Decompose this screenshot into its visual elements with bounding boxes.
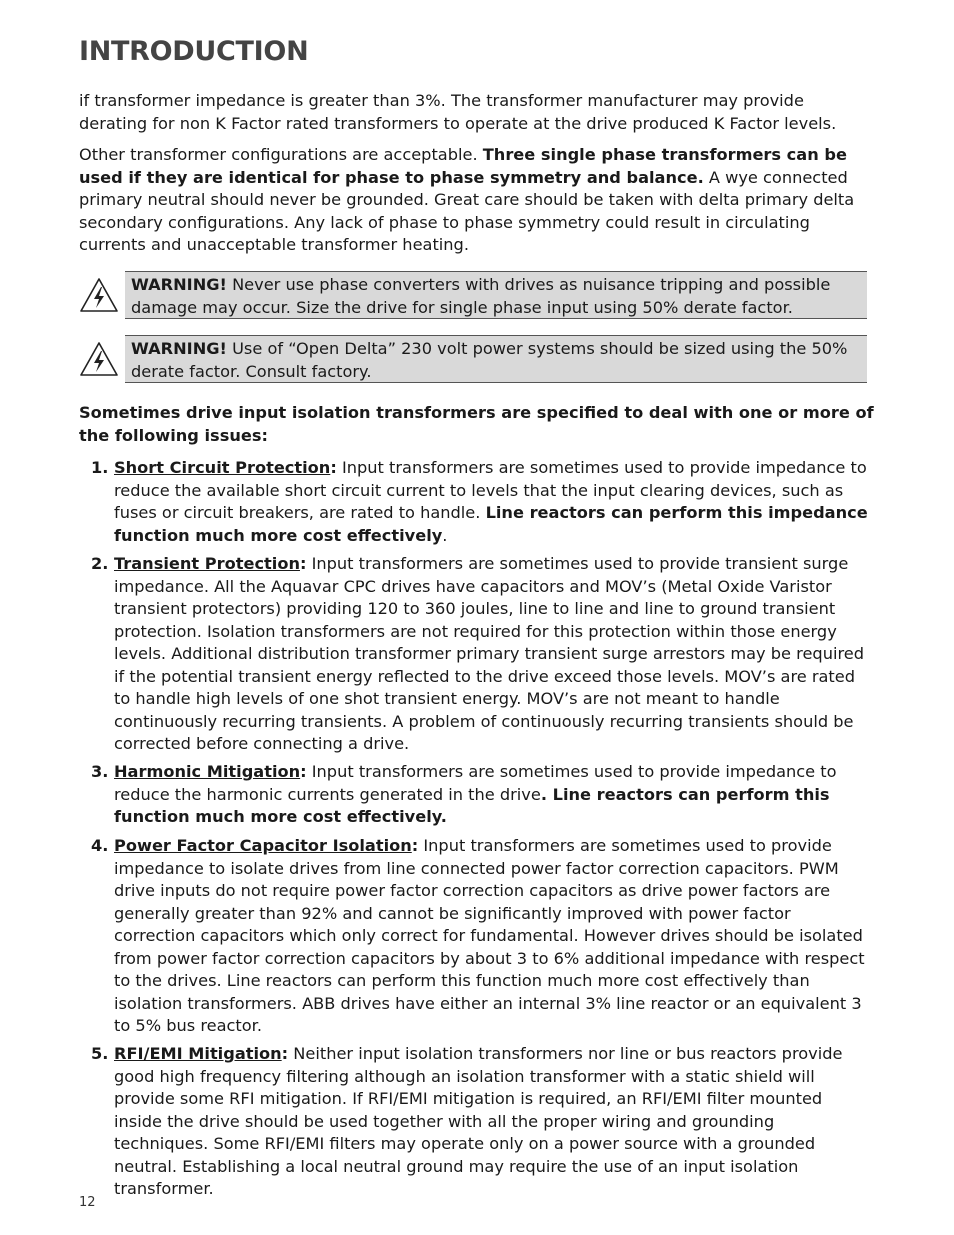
list-item-body: Harmonic Mitigation: Input transformers are sometimes used to provide impedance to reduce the harmonic currents generated in the drive. Line reactors can perform this function much more cost effectively. <box>114 762 837 826</box>
list-item-transient-protection <box>91 553 871 756</box>
warning-label-2: WARNING! <box>131 339 227 358</box>
warning-callout-1 <box>79 271 879 323</box>
list-item-number: 3. <box>91 762 109 781</box>
list-heading: Sometimes drive input isolation transformers are specified to deal with one or more of the following issues: <box>79 403 874 445</box>
intro-paragraph-2-lead: Other transformer configurations are acceptable. <box>79 145 483 164</box>
intro-paragraph-1: if transformer impedance is greater than 3%. The transformer manufacturer may provide derating for non K Factor rated transformers to operate at the drive produced K Factor levels. <box>79 91 837 133</box>
list-item-short-circuit-protection <box>91 457 871 547</box>
page-title: INTRODUCTION <box>79 36 309 67</box>
intro-paragraph-2 <box>79 144 874 257</box>
list-item-body: Short Circuit Protection: Input transformers are sometimes used to provide impedance to reduce the available short circuit current to levels that the input clearing devices, such as fuses or circuit breakers, are rated to handle. Line reactors can perform this impedance function much more cost effectively. <box>114 458 868 545</box>
list-item-title: Power Factor Capacitor Isolation <box>114 836 412 855</box>
warning-text-1: Never use phase converters with drives as nuisance tripping and possible damage may occur. Size the drive for single phase input using 50% derate factor. <box>131 275 831 317</box>
list-item-title: Harmonic Mitigation <box>114 762 301 781</box>
list-item-body: Power Factor Capacitor Isolation: Input transformers are sometimes used to provide impedance to isolate drives from line connected power factor correction capacitors. PWM drive inputs do not require power factor correction capacitors as drive power factors are generally greater than 92% and cannot be significantly improved with power factor correction capacitors which only correct for fundamental. However drives should be isolated from power factor correction capacitors by about 3 to 6% additional impedance with respect to the drives. Line reactors can perform this function much more cost effectively than isolation transformers. ABB drives have either an internal 3% line reactor or an equivalent 3 to 5% bus reactor. <box>114 836 865 1035</box>
list-item-body: RFI/EMI Mitigation: Neither input isolation transformers nor line or bus reactors provide good high frequency filtering although an isolation transformer with a static shield will provide some RFI mitigation. If RFI/EMI mitigation is required, an RFI/EMI filter mounted inside the drive should be used together with all the proper wiring and grounding techniques. Some RFI/EMI filters may operate only on a power source with a grounded neutral. Establishing a local neutral ground may require the use of an input isolation transformer. <box>114 1044 843 1198</box>
electrical-hazard-icon <box>79 341 119 377</box>
list-item-power-factor-capacitor-isolation <box>91 835 871 1038</box>
page-number: 12 <box>79 1195 96 1210</box>
list-item-number: 5. <box>91 1044 109 1063</box>
warning-text-2: Use of “Open Delta” 230 volt power systems should be sized using the 50% derate factor. Consult factory. <box>131 339 848 381</box>
list-item-harmonic-mitigation <box>91 761 871 829</box>
warning-box-2 <box>125 335 867 383</box>
warning-label-1: WARNING! <box>131 275 227 294</box>
intro-paragraph-2-bold: Three single phase transformers can be used if they are identical for phase to phase symmetry and balance. <box>79 145 847 187</box>
intro-paragraph-2-rest: A wye connected primary neutral should never be grounded. Great care should be taken with delta primary delta secondary configurations. Any lack of phase to phase symmetry could result in circulating currents and unacceptable transformer heating. <box>79 167 855 254</box>
list-item-title: RFI/EMI Mitigation <box>114 1044 282 1063</box>
list-item-number: 1. <box>91 458 109 477</box>
warning-box-1 <box>125 271 867 319</box>
list-item-rfi-emi-mitigation <box>91 1043 871 1201</box>
list-item-number: 2. <box>91 554 109 573</box>
list-item-title: Short Circuit Protection <box>114 458 331 477</box>
list-item-body: Transient Protection: Input transformers are sometimes used to provide transient surge impedance. All the Aquavar CPC drives have capacitors and MOV’s (Metal Oxide Varistor transient protectors) providing 120 to 360 joules, line to line and line to ground transient protection. Isolation transformers are not required for this protection within those energy levels. Additional distribution transformer primary transient surge arrestors may be required if the potential transient energy reflected to the drive exceed those levels. MOV’s are rated to handle high levels of one shot transient energy. MOV’s are not meant to handle continuously recurring transients. A problem of continuously recurring transients should be corrected before connecting a drive. <box>114 554 864 753</box>
list-item-number: 4. <box>91 836 109 855</box>
electrical-hazard-icon <box>79 277 119 313</box>
list-item-title: Transient Protection <box>114 554 300 573</box>
warning-callout-2 <box>79 335 879 387</box>
